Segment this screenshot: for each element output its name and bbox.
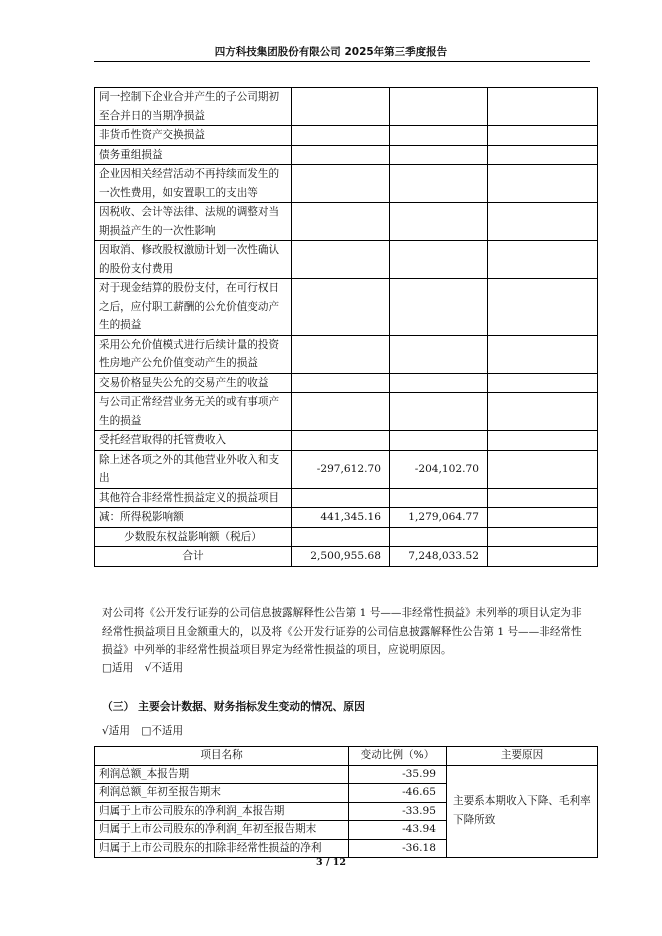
table-row [95, 126, 598, 146]
section3-option-applicable[interactable]: √适用 [102, 725, 130, 737]
row-current-value [292, 335, 390, 373]
header-item-name: 项目名称 [95, 747, 349, 766]
header-change-ratio: 变动比例（%） [349, 747, 447, 766]
total-current: 2,500,955.68 [292, 547, 390, 567]
row-current-value [292, 393, 390, 431]
row-current-value: -297,612.70 [292, 450, 390, 488]
explanation-options [102, 660, 183, 675]
table-row [95, 450, 598, 488]
minority-current [292, 527, 390, 547]
row-current-value [292, 145, 390, 165]
row-item-label: 企业因相关经营活动不再持续而发生的一次性费用，如安置职工的支出等 [95, 165, 292, 203]
metric-change-ratio: -43.94 [349, 821, 447, 840]
row-item-label: 非货币性资产交换损益 [95, 126, 292, 146]
key-metrics-change-table [94, 746, 598, 858]
row-ytd-value [390, 431, 488, 451]
row-ytd-value [390, 165, 488, 203]
total-note [488, 547, 598, 567]
row-ytd-value: 1,279,064.77 [390, 508, 488, 528]
section-3-title: （三） 主要会计数据、财务指标发生变动的情况、原因 [102, 700, 365, 713]
row-item-label: 同一控制下企业合并产生的子公司期初至合并日的当期净损益 [95, 88, 292, 126]
main-reason: 主要系本期收入下降、毛利率下降所致 [447, 765, 598, 858]
option-not-applicable[interactable]: √不适用 [144, 662, 184, 674]
row-note [488, 373, 598, 393]
row-ytd-value [390, 241, 488, 279]
table-row [95, 165, 598, 203]
header-main-reason: 主要原因 [447, 747, 598, 766]
row-item-label: 其他符合非经常性损益定义的损益项目 [95, 488, 292, 508]
header-divider [94, 61, 590, 62]
row-current-value [292, 126, 390, 146]
row-item-label: 债务重组损益 [95, 145, 292, 165]
metric-change-ratio: -36.18 [349, 839, 447, 858]
minority-ytd [390, 527, 488, 547]
row-current-value [292, 279, 390, 336]
table-row [95, 508, 598, 528]
row-current-value [292, 488, 390, 508]
non-recurring-gains-table [94, 87, 598, 567]
metric-name: 利润总额_本报告期 [95, 765, 349, 784]
row-current-value [292, 203, 390, 241]
row-note [488, 431, 598, 451]
table-row-total [95, 547, 598, 567]
row-note [488, 450, 598, 488]
option-applicable[interactable]: □适用 [102, 662, 134, 674]
section3-option-not-applicable[interactable]: □不适用 [141, 725, 184, 737]
row-current-value [292, 373, 390, 393]
table-row [95, 203, 598, 241]
row-note [488, 88, 598, 126]
row-note [488, 203, 598, 241]
table-row [95, 241, 598, 279]
row-ytd-value [390, 126, 488, 146]
total-ytd: 7,248,033.52 [390, 547, 488, 567]
metric-name: 归属于上市公司股东的净利润_年初至报告期末 [95, 821, 349, 840]
row-item-label: 因取消、修改股权激励计划一次性确认的股份支付费用 [95, 241, 292, 279]
table-header-row [95, 747, 598, 766]
metric-change-ratio: -35.99 [349, 765, 447, 784]
row-item-label: 受托经营取得的托管费收入 [95, 431, 292, 451]
table-row [95, 373, 598, 393]
minority-note [488, 527, 598, 547]
page-number: 3 / 12 [316, 857, 346, 868]
report-header-title: 四方科技集团股份有限公司 2025年第三季度报告 [214, 46, 448, 58]
row-ytd-value [390, 488, 488, 508]
row-item-label: 减：所得税影响额 [95, 508, 292, 528]
table-row [95, 279, 598, 336]
minority-label: 少数股东权益影响额（税后） [95, 527, 292, 547]
row-note [488, 145, 598, 165]
row-note [488, 393, 598, 431]
table-row [95, 393, 598, 431]
row-ytd-value [390, 145, 488, 165]
row-note [488, 488, 598, 508]
explanation-paragraph: 对公司将《公开发行证券的公司信息披露解释性公告第 1 号——非经常性损益》未列举的项目认定为非经常性损益项目且金额重大的，以及将《公开发行证券的公司信息披露解释性公告第 1 号——非经常性损益》中列举的非经常性损益项目界定为经常性损益的项目，应说明原因。 [102, 607, 582, 657]
row-item-label: 因税收、会计等法律、法规的调整对当期损益产生的一次性影响 [95, 203, 292, 241]
row-ytd-value: -204,102.70 [390, 450, 488, 488]
metric-change-ratio: -46.65 [349, 784, 447, 803]
metric-name: 归属于上市公司股东的净利润_本报告期 [95, 802, 349, 821]
metric-change-ratio: -33.95 [349, 802, 447, 821]
table-row [95, 765, 598, 784]
table-row [95, 88, 598, 126]
metric-name: 归属于上市公司股东的扣除非经常性损益的净利 [95, 839, 349, 858]
total-label: 合计 [95, 547, 292, 567]
row-note [488, 279, 598, 336]
row-current-value: 441,345.16 [292, 508, 390, 528]
row-note [488, 126, 598, 146]
row-current-value [292, 431, 390, 451]
row-ytd-value [390, 88, 488, 126]
row-note [488, 241, 598, 279]
table-row [95, 431, 598, 451]
row-ytd-value [390, 393, 488, 431]
row-note [488, 165, 598, 203]
row-item-label: 交易价格显失公允的交易产生的收益 [95, 373, 292, 393]
metric-name: 利润总额_年初至报告期末 [95, 784, 349, 803]
table-row-minority [95, 527, 598, 547]
row-note [488, 335, 598, 373]
row-note [488, 508, 598, 528]
row-ytd-value [390, 279, 488, 336]
row-current-value [292, 88, 390, 126]
row-current-value [292, 241, 390, 279]
table-row [95, 335, 598, 373]
table-row [95, 145, 598, 165]
table-row [95, 488, 598, 508]
row-item-label: 对于现金结算的股份支付，在可行权日之后，应付职工薪酬的公允价值变动产生的损益 [95, 279, 292, 336]
row-item-label: 与公司正常经营业务无关的或有事项产生的损益 [95, 393, 292, 431]
section-3-options [102, 723, 183, 738]
row-current-value [292, 165, 390, 203]
row-item-label: 采用公允价值模式进行后续计量的投资性房地产公允价值变动产生的损益 [95, 335, 292, 373]
row-item-label: 除上述各项之外的其他营业外收入和支出 [95, 450, 292, 488]
row-ytd-value [390, 335, 488, 373]
row-ytd-value [390, 373, 488, 393]
row-ytd-value [390, 203, 488, 241]
